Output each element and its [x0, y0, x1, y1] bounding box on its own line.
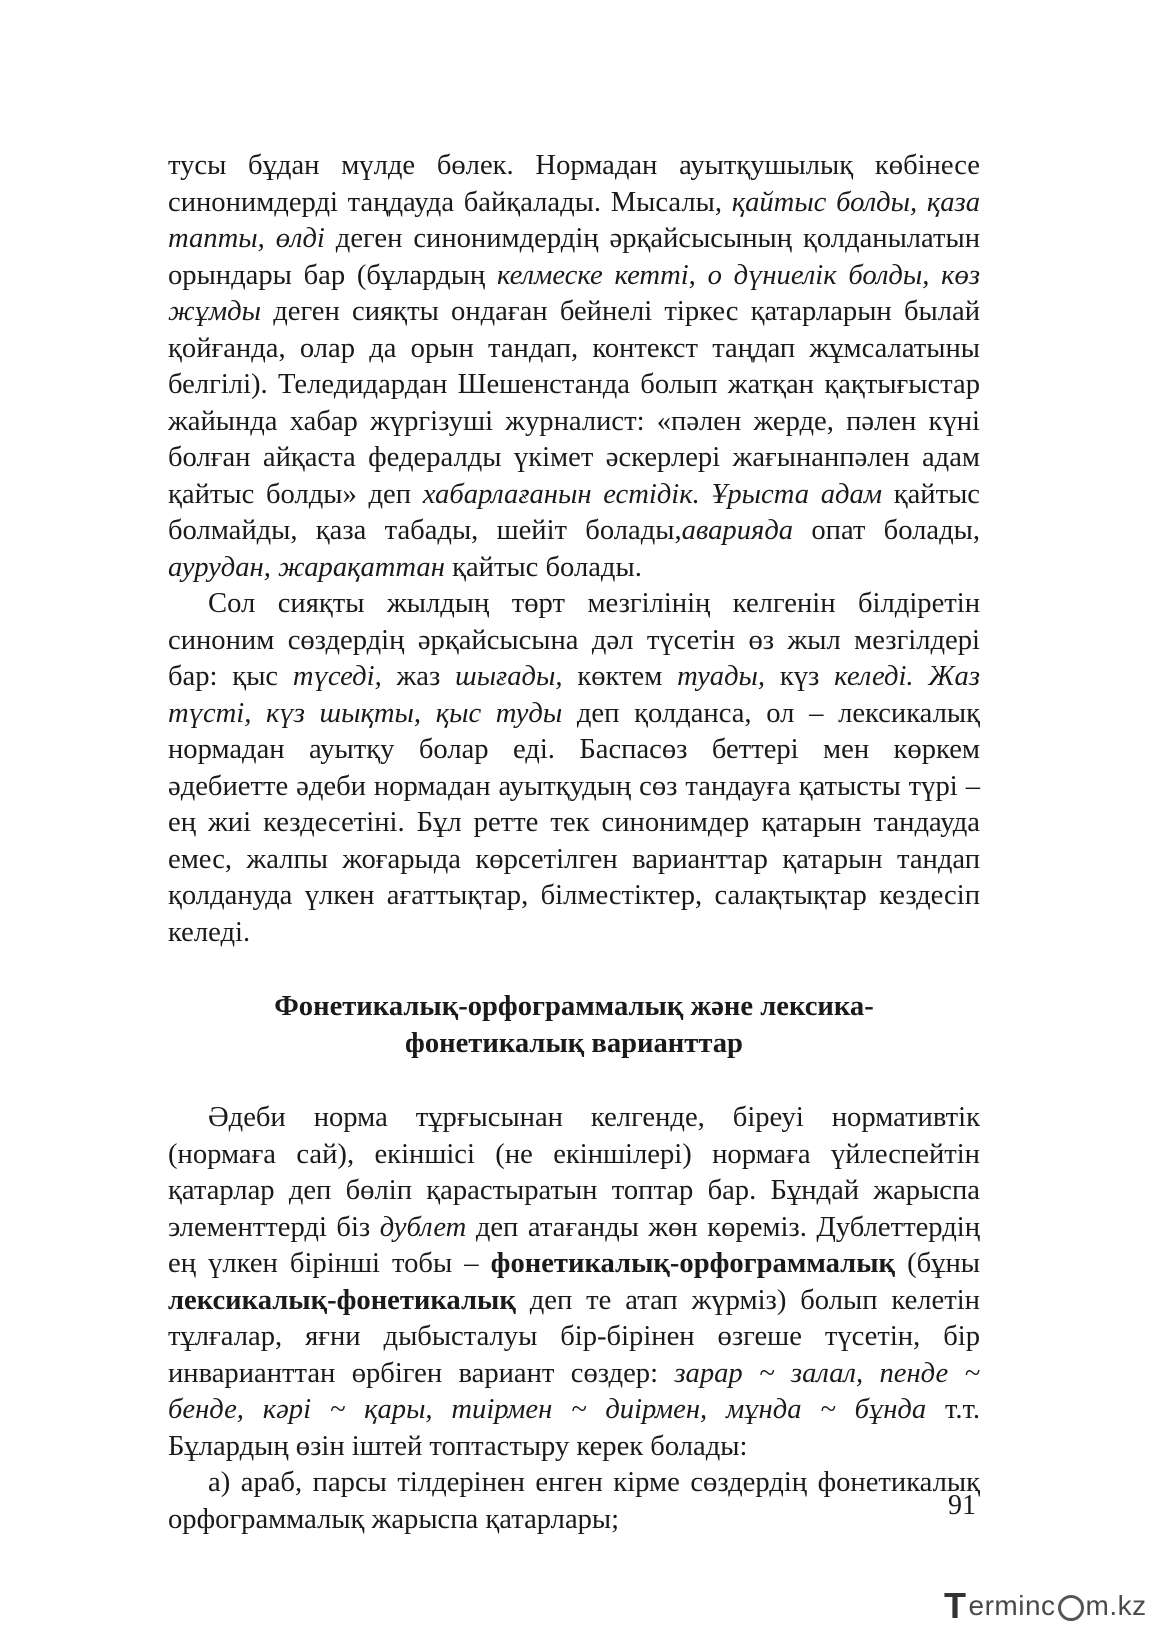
paragraph-3	[168, 1100, 980, 1465]
paragraph3-segment: (бұны	[895, 1248, 980, 1279]
paragraph3-segment: Әдеби норма тұрғысынан келгенде, біреуі нормативтік (нормаға сай), екіншісі (не екіншілері) нормаға үйлеспейтін қатарлар деп бөліп қарастыратын топтар бар. Бұндай жарыспа элементтерді біз	[168, 1102, 980, 1243]
paragraph2-segment: туады,	[677, 661, 766, 692]
paragraph3-segment: т.т. Бұлардың өзін іштей топтастыру керек болады:	[168, 1394, 980, 1462]
paragraph2-segment: шығады,	[455, 661, 563, 692]
heading-line-1: Фонетикалық-орфограммалық және лексика-	[274, 991, 874, 1022]
paragraph2-segment: деп қолданса, ол – лексикалық нормадан ауытқу болар еді. Баспасөз беттері мен көркем әдебиетте әдеби нормадан ауытқудың сөз тандауға қатысты түрі – ең жиі кездесетіні. Бұл ретте тек синонимдер қатарын тандауда емес, жалпы жоғарыда көрсетілген варианттар қатарын тандап қолдануда үлкен ағаттықтар, білместіктер, салақтықтар кездесіп келеді.	[168, 697, 980, 948]
paragraph1-segment: қайтыс болды, қаза тапты, өлді	[168, 186, 980, 254]
terminkom-logo	[944, 1586, 1147, 1626]
paragraph3-segment: дублет	[379, 1211, 467, 1243]
paragraph1-segment: қайтыс болады.	[444, 551, 642, 583]
paragraph1-segment: аурудан, жарақаттан	[168, 551, 445, 583]
paragraph1-segment: авариядa	[681, 515, 794, 546]
logo-ring-icon	[1058, 1595, 1084, 1621]
logo-text-2: m.kz	[1085, 1590, 1147, 1621]
paragraph1-segment: деген синонимдердің әрқайсысының қолданылатын орындары бар (бұлардың	[168, 223, 981, 291]
paragraph3-segment: зарар ~ залал, пенде ~ бенде, кәрі ~ қары, тиірмен ~ диірмен, мұнда ~ бұнда	[168, 1357, 980, 1425]
paragraph1-segment: опат болады,	[793, 515, 980, 546]
paragraph2-segment: келеді. Жаз түсті, күз шықты, қыс туды	[168, 661, 980, 729]
paragraph-4: а) араб, парсы тілдерінен енген кірме сөздердің фонетикалық орфограммалық жарыспа қатарлары;	[168, 1467, 980, 1535]
paragraph1-segment: тусы бұдан мүлде бөлек. Нормадан ауытқушылық көбінесе синонимдерді таңдауда байқалады. Мысалы,	[168, 150, 980, 218]
paragraph1-segment: қайтыс болмайды, қаза табады, шейіт болады,	[168, 478, 980, 546]
paragraph2-segment: Сол сияқты жылдың төрт мезгілінің келгенін білдіретін синоним сөздердің әрқайсысына дәл түсетін өз жыл мезгілдері бар: қыс	[168, 588, 980, 692]
paragraph3-segment: деп те атап жүрміз) болып келетін тұлғалар, яғни дыбысталуы бір-бірінен өзгеше түсетін, бір инварианттан өрбіген вариант сөздер:	[168, 1284, 980, 1389]
paragraph-2	[168, 586, 980, 951]
heading-line-2: фонетикалық варианттар	[405, 1027, 743, 1059]
paragraph3-segment: фонетикалық-орфограммалық	[490, 1248, 896, 1279]
paragraph2-segment: көктем	[562, 661, 678, 692]
logo-text-1: erminc	[968, 1590, 1056, 1621]
paragraph3-segment: деп атағанды жөн көреміз. Дублеттердің ең үлкен бірінші тобы –	[168, 1211, 981, 1279]
paragraph2-segment: күз	[765, 661, 835, 692]
section-heading	[168, 989, 980, 1062]
paragraph1-segment: келмеске кетті, о дүниелік болды, көз жұмды	[168, 259, 980, 327]
paragraph2-segment: жаз	[381, 661, 456, 692]
page-body	[168, 148, 980, 1538]
paragraph3-segment: лексикалық-фонетикалық	[168, 1284, 516, 1316]
paragraph1-segment: хабарлағанын естідік. Ұрыста адам	[422, 478, 882, 510]
page-number: 91	[948, 1490, 976, 1521]
paragraph1-segment: деген сияқты ондаған бейнелі тіркес қатарларын былай қойғанда, олар да орын тандап, контекст таңдап жұмсалатыны белгілі). Теледидардан Шешенстанда болып жатқан қақтығыстар жайында хабар жүргізуші журналист: «пәлен жерде, пәлен күні болған айқаста федералды үкімет әскерлері жағынанпәлен адам қайтыс болды» деп	[168, 296, 980, 510]
logo-t-mark: T	[944, 1585, 967, 1626]
paragraph2-segment: түседі,	[292, 661, 382, 692]
paragraph-1	[168, 148, 980, 586]
